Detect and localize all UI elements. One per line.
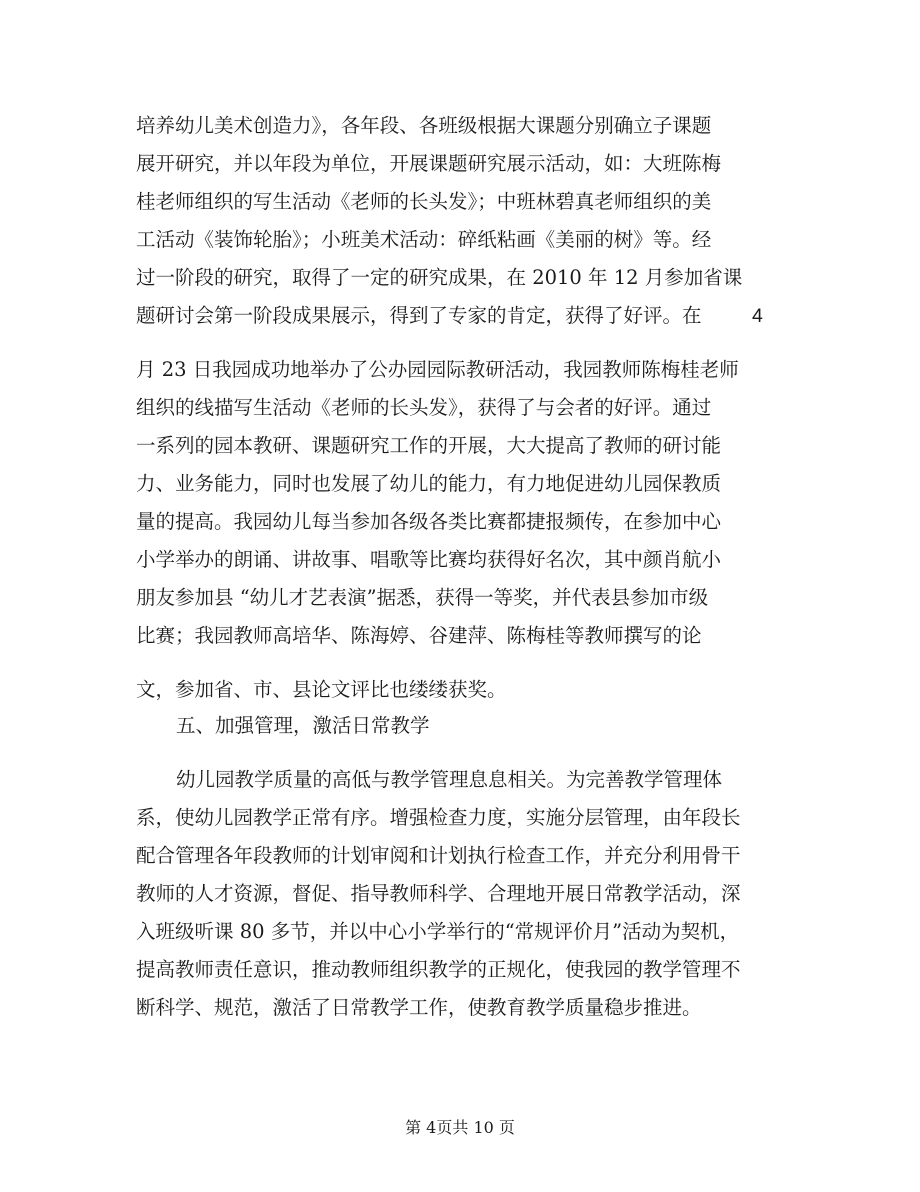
text-line-13: 朋友参加县 “幼儿才艺表演”据悉，获得一等奖，并代表县参加市级 [136,586,709,609]
section-heading: 五、加强管理，激活日常教学 [176,714,430,737]
paragraph2-line-2: 系，使幼儿园教学正常有序。增强检查力度，实施分层管理，由年段长 [136,806,741,829]
text-line-5: 过一阶段的研究，取得了一定的研究成果，在 2010 年 12 月参加省课 [136,266,743,289]
paragraph2-line-1: 幼儿园教学质量的高低与教学管理息息相关。为完善教学管理体 [176,768,723,791]
text-line-6: 题研讨会第一阶段成果展示，得到了专家的肯定，获得了好评。在 [136,304,702,327]
text-line-9: 一系列的园本教研、课题研究工作的开展，大大提高了教师的研讨能 [136,434,722,457]
text-line-3: 桂老师组织的写生活动《老师的长头发》；中班林碧真老师组织的美 [136,190,712,213]
paragraph2-line-3: 配合管理各年段教师的计划审阅和计划执行检查工作，并充分利用骨干 [136,844,741,867]
text-line-14: 比赛；我园教师高培华、陈海婷、谷建萍、陈梅桂等教师撰写的论 [136,624,702,647]
paragraph2-line-4: 教师的人才资源，督促、指导教师科学、合理地开展日常教学活动，深 [136,882,741,905]
text-line-12: 小学举办的朗诵、讲故事、唱歌等比赛均获得好名次，其中颜肖航小 [136,548,722,571]
text-line-1: 培养幼儿美术创造力》，各年段、各班级根据大课题分别确立子课题 [136,114,712,137]
paragraph2-line-6: 提高教师责任意识，推动教师组织教学的正规化，使我园的教学管理不 [136,958,741,981]
text-line-11: 量的提高。我园幼儿每当参加各级各类比赛都捷报频传，在参加中心 [136,510,722,533]
text-line-2: 展开研究，并以年段为单位，开展课题研究展示活动，如：大班陈梅 [136,152,722,175]
page-number-footer: 第 4页共 10 页 [405,1118,515,1137]
text-line-6-number: 4 [752,305,763,327]
text-line-8: 组织的线描写生活动《老师的长头发》，获得了与会者的好评。通过 [136,396,712,419]
text-line-7: 月 23 日我园成功地举办了公办园园际教研活动，我园教师陈梅桂老师 [136,358,739,381]
text-line-15: 文，参加省、市、县论文评比也缕缕获奖。 [136,678,507,701]
text-line-4: 工活动《装饰轮胎》；小班美术活动：碎纸粘画《美丽的树》等。经 [136,228,712,251]
text-line-10: 力、业务能力，同时也发展了幼儿的能力，有力地促进幼儿园保教质 [136,472,722,495]
paragraph2-line-7: 断科学、规范，激活了日常教学工作，使教育教学质量稳步推进。 [136,996,702,1019]
paragraph2-line-5: 入班级听课 80 多节，并以中心小学举行的“常规评价月”活动为契机， [136,920,740,943]
